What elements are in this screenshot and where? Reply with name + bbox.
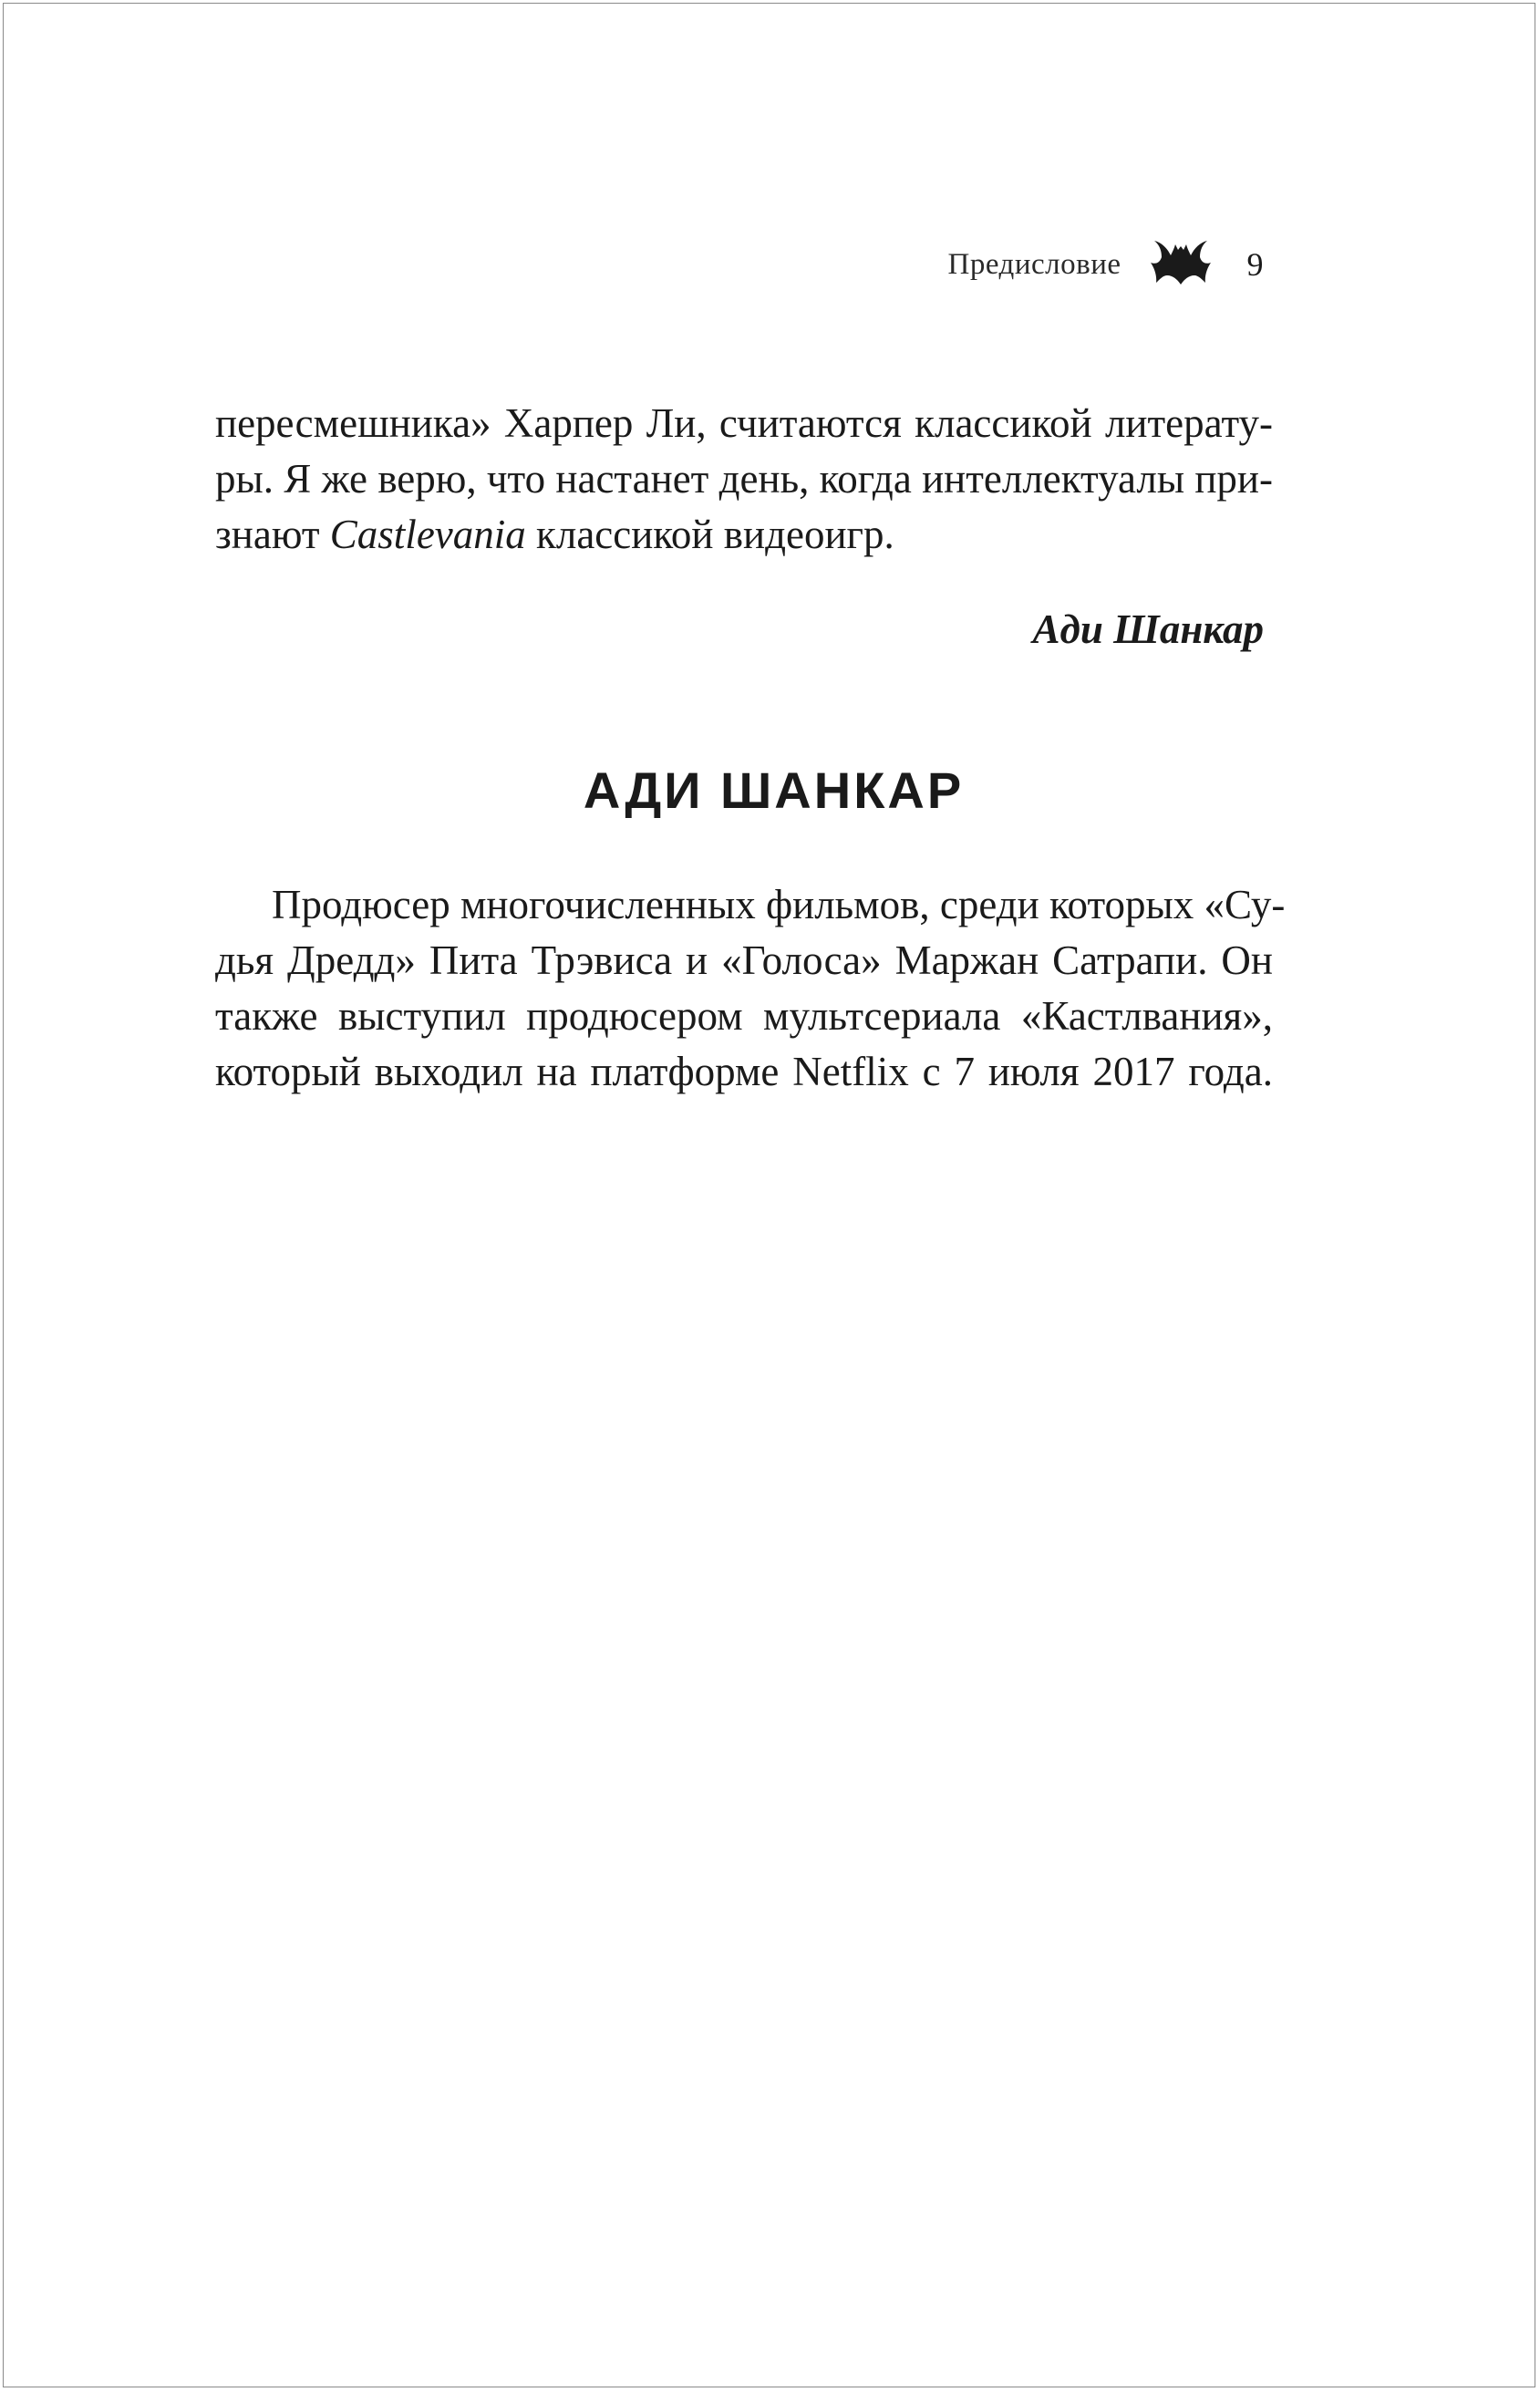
- bio-line: дья Дредд» Пита Трэвиса и «Голоса» Маржан Сатрапи. Он: [215, 937, 1273, 983]
- author-signature: Ади Шанкар: [1032, 606, 1264, 652]
- bio-line: также выступил продюсером мультсериала «Кастлвания»,: [215, 993, 1273, 1039]
- page-number: 9: [1246, 246, 1264, 283]
- bio-line: который выходил на платформе Netflix с 7 июля 2017 года.: [215, 1049, 1273, 1094]
- section-title: Предисловие: [947, 247, 1121, 281]
- game-title: Castlevania: [329, 512, 526, 557]
- bat-icon: [1151, 239, 1211, 290]
- running-head: [948, 239, 1265, 290]
- intro-paragraph: [215, 396, 1273, 563]
- intro-text: классикой видеоигр.: [525, 512, 894, 557]
- bio-paragraph: [215, 877, 1286, 1100]
- section-heading: АДИ ШАНКАР: [583, 761, 965, 819]
- intro-line: пересмешника» Харпер Ли, считаются классикой литерату-: [215, 400, 1273, 446]
- intro-text: знают: [215, 512, 330, 557]
- intro-line: [215, 507, 1273, 563]
- intro-line: ры. Я же верю, что настанет день, когда интеллектуалы при-: [215, 456, 1273, 502]
- book-page: [3, 3, 1535, 2387]
- bio-line: Продюсер многочисленных фильмов, среди которых «Су-: [272, 882, 1286, 927]
